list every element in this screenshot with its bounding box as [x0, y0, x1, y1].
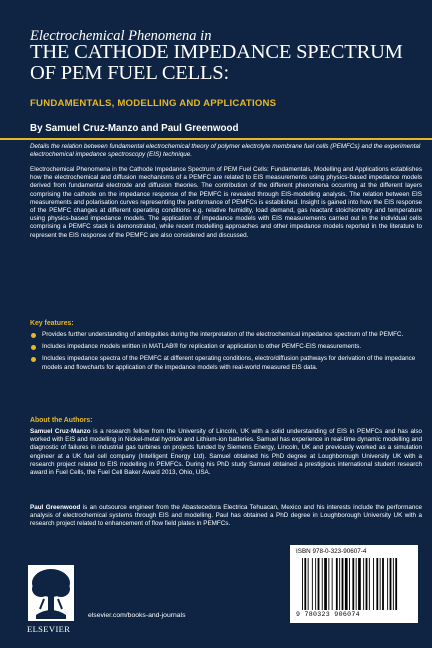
feature-text: Provides further understanding of ambiguities during the interpretation of the electrochemical impedance spectrum of the PEMFC. [42, 331, 404, 338]
author-line: By Samuel Cruz-Manzo and Paul Greenwood [30, 123, 239, 134]
author-name: Samuel Cruz-Manzo [30, 428, 91, 435]
book-title: THE CATHODE IMPEDANCE SPECTRUM OF PEM FUEL CELLS: [30, 41, 403, 84]
series-title: Electrochemical Phenomena in [30, 28, 212, 44]
author-bio-2 [30, 504, 422, 529]
features-heading: Key features: [30, 320, 74, 327]
intro-text: Details the relation between fundamental electrochemical theory of polymer electrolyte membrane fuel cells (PEMFCs) and the experimental electrochemical impedance spectroscopy (EIS) technique. [30, 143, 421, 159]
feature-text: Includes impedance spectra of the PEMFC at different operating conditions, electro/diffusion pathways for derivation of the impedance models and flowcharts for application of the impedance models with real-world measured EIS data. [42, 355, 416, 371]
barcode-icon [300, 558, 410, 610]
elsevier-tree-logo-icon [28, 565, 74, 621]
bio-text: is a research fellow from the University of Lincoln, UK with a solid understanding of EIS in PEMFCs and has also worked with EIS and modelling in Nickel-metal hydride and Lithium-ion batteries. Samuel has experience in real-time dynamic modelling and diagnostic of failures in industrial gas turbines on projects funded by Siemens Energy, Lincoln, UK and previously worked as a simulation engineer at a UK fuel cell company (Intelligent Energy Ltd). Samuel obtained his PhD degree at Loughborough University UK with a research project related to EIS modelling in PEMFCs. During his PhD study Samuel obtained a prestigious international student research award in Fuel Cells, the Fuel Cell Baker Award 2013, Ohio, USA. [30, 428, 422, 477]
author-bio-1 [30, 428, 422, 477]
list-item [30, 343, 422, 351]
description-text: Electrochemical Phenomena in the Cathode Impedance Spectrum of PEM Fuel Cells: Fundamentals, Modelling and Applications establishes how the electrochemical and diffusion mechanisms of a PEMFC are related to EIS measurements using physics-based impedance models derived from fundamental electrode and diffusion theories. The contribution of the different phenomena occurring at the different layers comprising the cathode on the impedance response of the PEMFC is revealed through EIS-modelling analysis. The relation between EIS measurements and polarisation curves representing the performance of PEMFCs is established. Insight is gained into how the EIS response of the PEMFC changes at different operating conditions e.g. relative humidity, load demand, gas reactant stoichiometry and temperature using physics-based impedance models. The application of impedance models with EIS measurements carried out in the individual cells comprising a PEMFC stack is demonstrated, while recent modelling approaches and other impedance models reported in the literature to represent the EIS response of the PEMFC are also considered and discussed. [30, 166, 422, 239]
barcode-number: 9 780323 906074 [296, 611, 360, 618]
bullet-icon [31, 357, 36, 362]
list-item [30, 331, 422, 339]
bullet-icon [31, 345, 36, 350]
list-item [30, 355, 422, 371]
divider [0, 138, 432, 140]
author-name: Paul Greenwood [30, 504, 81, 511]
bio-text: is an outsource engineer from the Abastecedora Electrica Tehuacan, Mexico and his interests include the performance analysis of electrochemical systems through EIS and modelling. Paul has obtained a PhD degree in Loughborough University UK with a research project related to enhancement of flow field plates in PEMFCs. [30, 504, 422, 528]
bullet-icon [31, 333, 36, 338]
book-subtitle: FUNDAMENTALS, MODELLING AND APPLICATIONS [30, 98, 277, 109]
about-heading: About the Authors: [30, 417, 93, 424]
feature-text: Includes impedance models written in MATLAB® for replication or application to other PEMFC-EIS measurements. [42, 343, 362, 351]
barcode-panel [290, 545, 418, 623]
isbn-text: ISBN 978-0-323-90607-4 [296, 548, 367, 555]
publisher-url: elsevier.com/books-and-journals [88, 612, 186, 619]
publisher-name: ELSEVIER [27, 624, 71, 634]
features-list [30, 331, 422, 376]
